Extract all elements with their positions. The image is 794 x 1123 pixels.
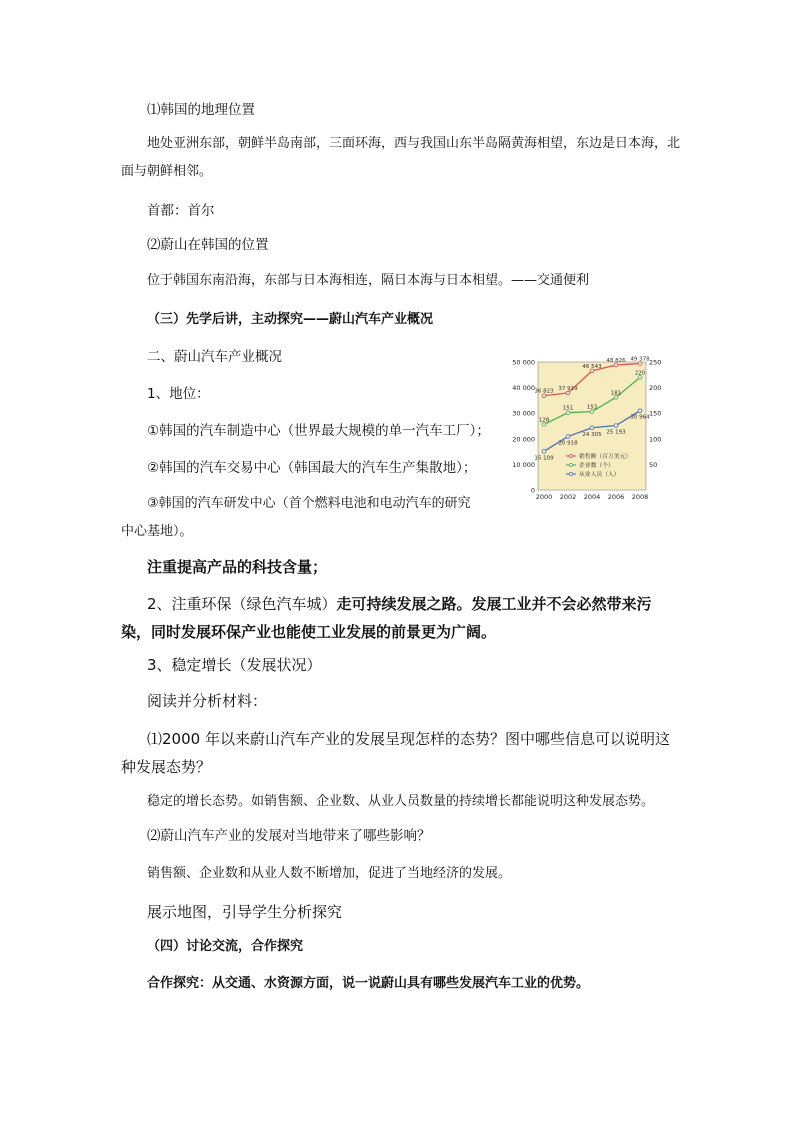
status-item-1: ①韩国的汽车制造中心（世界最大规模的单一汽车工厂）； [147,423,490,439]
right-axis-tick: 100 [649,435,662,444]
section-title-ulsan-location: ⑵蔚山在韩国的位置 [147,237,269,253]
status-item-3: ③韩国的汽车研发中心（首个燃料电池和电动汽车的研究中心基地）。 [121,496,471,539]
left-axis-tick: 40 000 [512,384,535,393]
data-label: 153 [586,404,598,411]
x-axis-tick: 2004 [583,493,601,501]
x-axis-tick: 2002 [559,493,577,501]
data-label: 20 918 [558,440,578,447]
data-label: 30 964 [630,414,650,421]
capital-line: 首都：首尔 [147,203,215,219]
green-city-body: 走可持续发展之路。发展工业并不会必然带来污染，同时发展环保产业也能使工业发展的前景更为广阔。 [121,595,652,641]
question-2: ⑵蔚山汽车产业的发展对当地带来了哪些影响？ [147,828,431,844]
heading-industry-overview: 二、蔚山汽车产业概况 [147,349,282,365]
paragraph-korea-location: 地处亚洲东部，朝鲜半岛南部，三面环海，西与我国山东半岛隔黄海相望，东边是日本海，北面与朝鲜相邻。 [121,136,681,179]
right-axis-tick: 200 [649,384,662,393]
answer-2: 销售额、企业数和从业人数不断增加，促进了当地经济的发展。 [147,866,512,881]
paragraph-ulsan-location: 位于韩国东南沿海，东部与日本海相连，隔日本海与日本相望。——交通便利 [147,273,590,288]
section-title-korea-location: ⑴韩国的地理位置 [147,102,255,118]
question-1: ⑴2000 年以来蔚山汽车产业的发展呈现怎样的态势？图中哪些信息可以说明这种发展态势？ [121,730,670,776]
data-label: 37 919 [558,385,578,392]
right-axis-tick: 150 [649,409,662,418]
data-label: 24 305 [582,431,602,438]
tech-content-line: 注重提高产品的科技含量； [147,558,328,576]
data-label: 25 193 [606,429,626,436]
paragraph-green-city [121,590,681,646]
data-label: 46 543 [582,363,602,370]
right-axis-tick: 250 [649,358,662,367]
legend-marker [569,454,572,457]
legend-label: 销售额（百万美元） [579,454,632,460]
legend-marker [569,472,572,475]
data-label: 49 378 [630,356,650,363]
left-axis-tick: 50 000 [512,358,535,367]
data-label: 181 [610,390,622,397]
heading-section-three: （三）先学后讲，主动探究——蔚山汽车产业概况 [147,312,434,327]
answer-1: 稳定的增长态势。如销售额、企业数、从业人员数量的持续增长都能说明这种发展态势。 [147,794,655,809]
data-point [638,409,642,413]
legend-marker [569,463,572,466]
data-label: 15 109 [534,455,554,462]
x-axis-tick: 2008 [631,493,649,501]
data-point [614,424,618,428]
legend-label: 从业人员（人） [579,472,620,478]
data-point [542,450,546,454]
left-axis-tick: 30 000 [512,409,535,418]
read-material-line: 阅读并分析材料： [147,692,268,710]
data-point [590,426,594,430]
green-city-lead: 2、注重环保（绿色汽车城） [147,595,337,613]
data-label: 36 823 [534,388,554,395]
data-point [566,435,570,439]
auto-industry-chart [500,352,678,502]
legend-label: 企业数（个） [579,463,614,469]
status-label: 1、地位： [147,386,210,402]
data-label: 220 [634,370,646,377]
left-axis-tick: 20 000 [512,435,535,444]
stable-growth-heading: 3、稳定增长（发展状况） [147,656,322,674]
left-axis-tick: 0 [530,486,535,495]
status-item-2: ②韩国的汽车交易中心（韩国最大的汽车生产集散地）； [147,460,477,476]
heading-section-four: （四）讨论交流，合作探究 [147,939,304,954]
cooperative-inquiry-line: 合作探究：从交通、水资源方面，说一说蔚山具有哪些发展汽车工业的优势。 [147,976,590,991]
right-axis-tick: 50 [649,460,658,469]
show-map-line: 展示地图，引导学生分析探究 [147,903,343,921]
data-label: 48 826 [606,358,626,365]
data-label: 128 [538,417,550,424]
x-axis-tick: 2006 [607,493,625,501]
left-axis-tick: 10 000 [512,460,535,469]
x-axis-tick: 2000 [535,493,553,501]
data-label: 151 [562,405,574,412]
